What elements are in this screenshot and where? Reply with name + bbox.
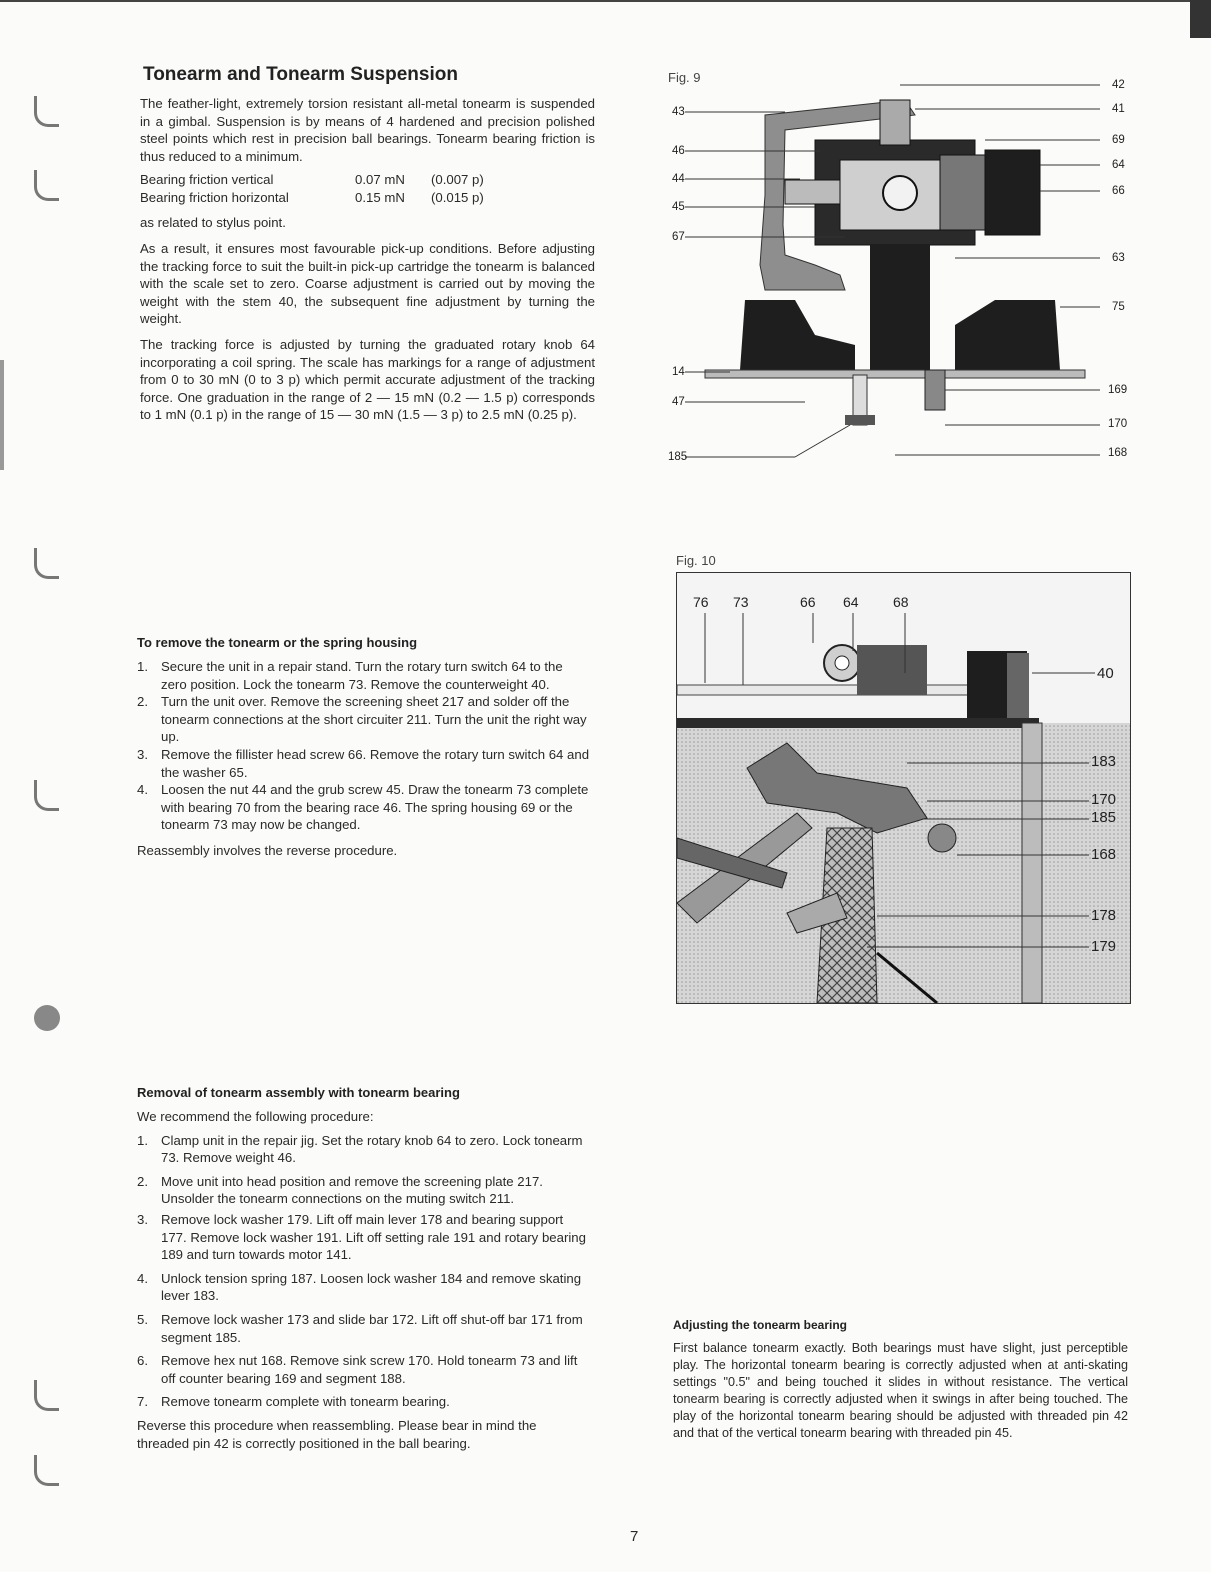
fig10-callout-73: 73 xyxy=(733,594,749,610)
list-item xyxy=(137,746,592,781)
list-item xyxy=(137,781,592,834)
assembly-section xyxy=(137,1085,592,1452)
step-number: 3. xyxy=(137,746,148,762)
fig10-diagram xyxy=(677,573,1130,1003)
base-left xyxy=(740,300,855,370)
binder-hole-3 xyxy=(34,548,59,579)
fig10-callout-40: 40 xyxy=(1097,665,1114,682)
friction-table xyxy=(140,171,484,206)
list-item xyxy=(137,1211,592,1264)
rotary-knob-inner xyxy=(835,656,849,670)
segment-knob xyxy=(928,824,956,852)
chassis-right-side xyxy=(1022,723,1042,1003)
fig9-label: Fig. 9 xyxy=(668,70,701,85)
bearing-block xyxy=(857,645,927,695)
step-number: 2. xyxy=(137,694,148,710)
intro-paragraph-1: The feather-light, extremely torsion resistant all-metal tonearm is suspended in a gimbal. Suspension is by means of 4 hardened and precision polished steel points which rest in precision ball bearings. Tonearm bearing friction is thus reduced to a minimum. xyxy=(140,96,595,164)
step-number: 1. xyxy=(137,659,148,674)
fig9-callout-46: 46 xyxy=(672,145,685,157)
fig9-callout-41: 41 xyxy=(1112,103,1125,115)
step-text: Remove lock washer 179. Lift off main lever 178 and bearing support 177. Remove lock washer 191. Lift off setting rale 191 and rotary bearing 189 and turn towards motor 141. xyxy=(161,1211,586,1263)
fig9-callout-64: 64 xyxy=(1112,159,1125,171)
step-number: 7. xyxy=(137,1394,148,1410)
step-text: Remove lock washer 173 and slide bar 172. Lift off shut-off bar 171 from segment 185. xyxy=(161,1311,583,1345)
page-title: Tonearm and Tonearm Suspension xyxy=(143,64,458,85)
step-text: Turn the unit over. Remove the screening sheet 217 and solder off the tonearm connections at the short circuiter 211. Turn the unit the right way up. xyxy=(161,694,587,745)
remove-heading: To remove the tonearm or the spring housing xyxy=(137,635,418,650)
list-item xyxy=(137,1132,592,1167)
step-number: 2. xyxy=(137,1173,148,1189)
chassis-plate xyxy=(705,370,1085,378)
list-item xyxy=(137,693,592,746)
left-edge-mark xyxy=(0,360,4,470)
fig9-callout-168: 168 xyxy=(1108,447,1128,459)
fig9-callout-170: 170 xyxy=(1108,418,1128,430)
friction-alt: (0.015 p) xyxy=(431,189,484,205)
fig9-callout-169: 169 xyxy=(1108,384,1128,396)
list-item xyxy=(137,658,592,693)
weight-stem xyxy=(1007,653,1029,718)
assembly-heading: Removal of tonearm assembly with tonearm bearing xyxy=(137,1085,460,1100)
rotary-knob xyxy=(985,150,1040,235)
fig9-callout-75: 75 xyxy=(1112,301,1125,313)
fig10-callout-178: 178 xyxy=(1091,907,1117,924)
fig9-callout-14: 14 xyxy=(672,366,685,378)
friction-alt: (0.007 p) xyxy=(431,172,484,188)
fig10-callout-179: 179 xyxy=(1091,938,1117,955)
pillar xyxy=(870,245,930,370)
corner-mark xyxy=(1190,0,1211,38)
counter-bearing xyxy=(925,370,945,410)
assembly-steps xyxy=(137,1132,592,1411)
friction-row xyxy=(140,189,484,207)
spring-housing xyxy=(940,155,985,230)
friction-label: Bearing friction vertical xyxy=(140,172,274,188)
list-item xyxy=(137,1173,592,1208)
fig10-callout-68: 68 xyxy=(893,594,909,610)
remove-steps xyxy=(137,658,592,834)
step-number: 3. xyxy=(137,1211,148,1227)
step-number: 4. xyxy=(137,782,148,798)
step-text: Unlock tension spring 187. Loosen lock washer 184 and remove skating lever 183. xyxy=(161,1270,582,1304)
fig9-callout-47: 47 xyxy=(672,396,685,408)
step-number: 5. xyxy=(137,1311,148,1327)
friction-label: Bearing friction horizontal xyxy=(140,189,289,205)
step-text: Clamp unit in the repair jig. Set the rotary knob 64 to zero. Lock tonearm 73. Remove weight 46. xyxy=(161,1132,583,1166)
binder-hole-6 xyxy=(34,1380,59,1411)
related-note: as related to stylus point. xyxy=(140,215,286,231)
adjust-text: First balance tonearm exactly. Both bearings must have slight, just perceptible play. The horizontal tonearm bearing is correctly adjusted when at anti-skating settings "0.5" and being touched it slides in without resistance. The vertical tonearm bearing is correctly adjusted when it swings in after being touched. The play of the horizontal tonearm bearing should be adjusted with threaded pin 42 and that of the vertical tonearm bearing with threaded pin 45. xyxy=(673,1341,1128,1440)
adjust-heading: Adjusting the tonearm bearing xyxy=(673,1318,848,1332)
top-rule xyxy=(0,0,1211,2)
fig10-callout-185: 185 xyxy=(1091,809,1117,826)
fig10-callout-66: 66 xyxy=(800,594,816,610)
step-text: Secure the unit in a repair stand. Turn the rotary turn switch 64 to the zero position. Lock the tonearm 73. Remove the counterweight 40. xyxy=(161,659,563,692)
assembly-intro: We recommend the following procedure: xyxy=(137,1109,374,1124)
binder-hole-5 xyxy=(34,1005,60,1031)
fig9-callout-44: 44 xyxy=(672,173,685,185)
friction-value: 0.15 mN xyxy=(355,189,405,205)
list-item xyxy=(137,1352,592,1387)
fig10-callout-64: 64 xyxy=(843,594,859,610)
remove-footer: Reassembly involves the reverse procedure. xyxy=(137,842,398,858)
fig9-callout-67: 67 xyxy=(672,231,685,243)
fig10-callout-170: 170 xyxy=(1091,791,1117,808)
fig10-frame xyxy=(676,572,1131,1004)
fig9-callout-63: 63 xyxy=(1112,252,1125,264)
page-number: 7 xyxy=(630,1528,639,1545)
binder-hole-4 xyxy=(34,780,59,811)
fig10-callout-183: 183 xyxy=(1091,753,1117,770)
tonearm-tube xyxy=(677,685,977,695)
friction-value: 0.07 mN xyxy=(355,172,405,188)
intro-paragraph-3: The tracking force is adjusted by turning the graduated rotary knob 64 incorporating a coil spring. The scale has markings for a range of adjustment from 0 to 30 mN (0 to 3 p) which permit accurate adjustment of the tracking force. One graduation in the range of 2 — 15 mN (0.2 — 1.5 p) corresponds to 1 mN (0.1 p) in the range of 15 — 30 mN (1.5 — 3 p) to 2.5 mN (0.25 p). xyxy=(140,336,595,423)
fig10-callout-76: 76 xyxy=(693,594,709,610)
list-item xyxy=(137,1270,592,1305)
binder-hole-7 xyxy=(34,1455,59,1486)
binder-hole-2 xyxy=(34,170,59,201)
list-item xyxy=(137,1311,592,1346)
step-text: Remove tonearm complete with tonearm bearing. xyxy=(161,1394,450,1410)
adjust-section xyxy=(673,1318,1128,1442)
step-text: Loosen the nut 44 and the grub screw 45. Draw the tonearm 73 complete with bearing 70 from the bearing race 46. The spring housing 69 or the tonearm 73 may now be changed. xyxy=(161,782,589,833)
fig9-callout-185: 185 xyxy=(668,451,688,463)
fig9-callout-43: 43 xyxy=(672,106,685,118)
step-number: 6. xyxy=(137,1353,148,1369)
lower-nut xyxy=(845,415,875,425)
binder-hole-1 xyxy=(34,96,59,127)
fig10-callout-168: 168 xyxy=(1091,846,1117,863)
fig9-callout-45: 45 xyxy=(672,201,685,213)
step-text: Remove the fillister head screw 66. Remove the rotary turn switch 64 and the washer 65. xyxy=(161,746,590,780)
fig9-callout-66: 66 xyxy=(1112,185,1125,197)
threaded-pin xyxy=(785,180,840,204)
fig10-label: Fig. 10 xyxy=(676,553,716,568)
fig9-callout-42: 42 xyxy=(1112,79,1125,91)
base-right xyxy=(955,300,1060,370)
fig9-callout-69: 69 xyxy=(1112,134,1125,146)
intro-block xyxy=(140,95,595,424)
step-number: 4. xyxy=(137,1270,148,1286)
fig9-diagram xyxy=(665,75,1145,475)
chassis-edge xyxy=(677,718,1039,728)
assembly-footer: Reverse this procedure when reassembling. Please bear in mind the threaded pin 42 is correctly positioned in the ball bearing. xyxy=(137,1417,537,1451)
list-item xyxy=(137,1393,592,1411)
bearing-ball xyxy=(883,176,917,210)
intro-paragraph-2: As a result, it ensures most favourable pick-up conditions. Before adjusting the tracking force to suit the built-in pick-up cartridge the tonearm is balanced with the scale set to zero. Coarse adjustment is carried out by moving the weight with the stem 40, the subsequent fine adjustment by turning the weight. xyxy=(140,240,595,327)
step-number: 1. xyxy=(137,1132,148,1148)
remove-section xyxy=(137,635,592,860)
step-text: Remove hex nut 168. Remove sink screw 170. Hold tonearm 73 and lift off counter bearing 169 and segment 188. xyxy=(161,1353,578,1386)
step-text: Move unit into head position and remove the screening plate 217. Unsolder the tonearm connections on the muting switch 211. xyxy=(161,1173,543,1207)
friction-row xyxy=(140,171,484,189)
top-screw xyxy=(880,100,910,145)
